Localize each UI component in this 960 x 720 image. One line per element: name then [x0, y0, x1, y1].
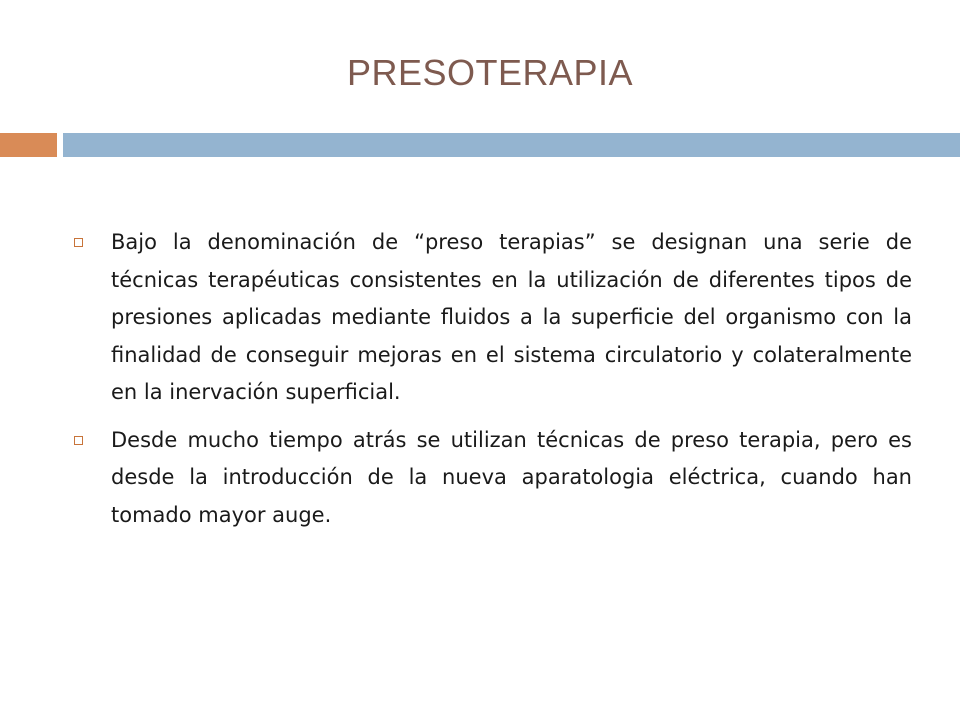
- accent-bar-blue: [63, 133, 960, 157]
- bullet-item: [74, 422, 912, 535]
- bullet-item: [74, 224, 912, 412]
- slide-title: PRESOTERAPIA: [346, 52, 634, 93]
- accent-bar-orange: [0, 133, 57, 157]
- hollow-square-bullet-icon: [74, 238, 83, 247]
- bullet-text: Bajo la denominación de “preso terapias” se designan una serie de técnicas terapéuticas consistentes en la utilización de diferentes tipos de presiones aplicadas mediante fluidos a la superficie del organismo con la finalidad de conseguir mejoras en el sistema circulatorio y colateralmente en la inervación superficial.: [111, 230, 912, 404]
- hollow-square-bullet-icon: [74, 436, 83, 445]
- slide-body: [74, 224, 912, 544]
- bullet-text: Desde mucho tiempo atrás se utilizan técnicas de preso terapia, pero es desde la introducción de la nueva aparatologia eléctrica, cuando han tomado mayor auge.: [111, 427, 912, 527]
